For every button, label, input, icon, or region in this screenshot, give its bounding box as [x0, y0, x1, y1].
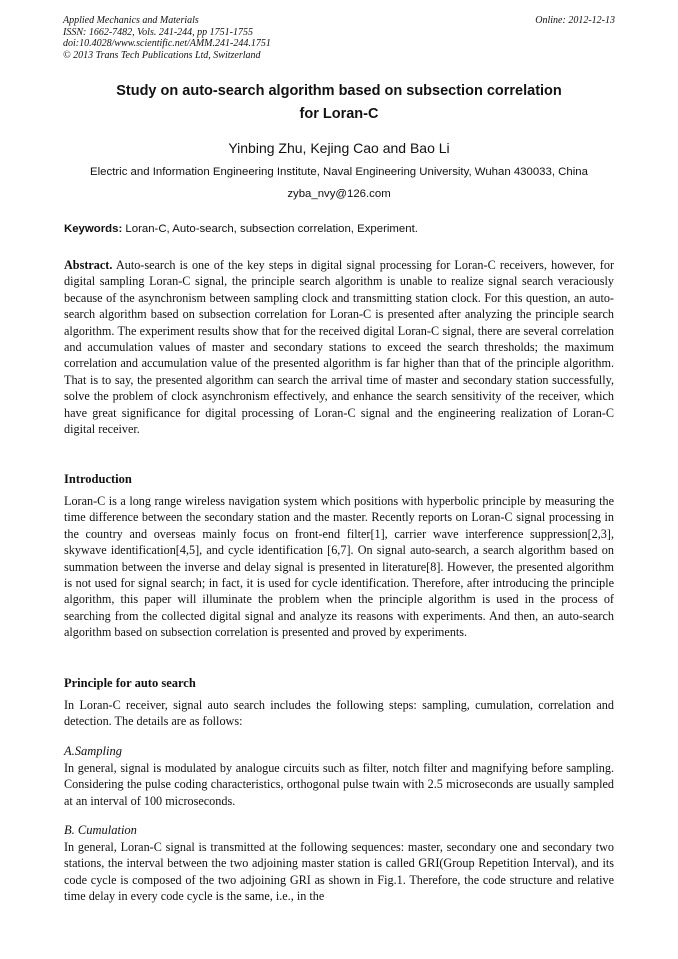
introduction-text: Loran-C is a long range wireless navigation system which positions with hyperbolic principle by measuring the time difference between the secondary station and the master. Recently reports on Loran-C signal processing in the country and overseas mainly focus on front-end filter[1], carrier wave interference suppression[2,3], skywave identification[4,5], and cycle identification [6,7]. On signal auto-search, a search algorithm based on summation between the inverse and delay signal is presented in literature[8]. However, the presented algorithm is not used for signal search; in fact, it is used for cycle identification. Therefore, after introducing the principle algorithm, this paper will illuminate the problem when the principle algorithm is used in the process of searching from the collected digital signal and analyze its reasons with experiments. And then, an auto-search algorithm based on subsection correlation is presented and proved by experiments. [64, 494, 614, 640]
online-date: Online: 2012-12-13 [535, 15, 615, 26]
journal-header [63, 15, 615, 61]
cumulation-text: In general, Loran-C signal is transmitted at the following sequences: master, secondary one and secondary two stations, the interval between the two adjoining master station is called GRI(Group Repetition Interval), and its code cycle is composed of the two adjoining GRI as shown in Fig.1. Therefore, the code structure and relative time delay in every code cycle is the same, i.e., in the [64, 840, 614, 904]
journal-issn: ISSN: 1662-7482, Vols. 241-244, pp 1751-1755 [63, 26, 253, 38]
journal-name: Applied Mechanics and Materials [63, 15, 199, 26]
title-line-1: Study on auto-search algorithm based on subsection correlation [116, 83, 562, 99]
principle-heading: Principle for auto search [64, 676, 196, 690]
introduction-heading: Introduction [64, 472, 132, 486]
affiliation: Electric and Information Engineering Institute, Naval Engineering University, Wuhan 430033, China [90, 166, 588, 178]
abstract-label: Abstract. [64, 258, 113, 272]
author-email: zyba_nvy@126.com [287, 188, 391, 200]
paper-title [63, 80, 615, 126]
keywords [64, 222, 615, 236]
abstract [64, 257, 614, 437]
keywords-label: Keywords: [64, 223, 123, 235]
principle-text: In Loran-C receiver, signal auto search includes the following steps: sampling, cumulation, correlation and detection. The details are as follows: [64, 698, 614, 729]
cumulation-heading: B. Cumulation [64, 823, 137, 837]
abstract-text: Auto-search is one of the key steps in digital signal processing for Loran-C receivers, however, for digital sampling Loran-C signal, the principle search algorithm is unable to realize signal search veraciously because of the asynchronism between sampling clock and transmitting station clock. For this question, an auto-search algorithm based on subsection correlation for Loran-C is presented after analyzing the principle search algorithm. The experiment results show that for the received digital Loran-C signal, there are several correlation and accumulation values of master and secondary stations to exceed the search thresholds; the maximum correlation and accumulation value of the presented algorithm is far higher than that of the principle algorithm. That is to say, the presented algorithm can search the arrival time of master and secondary station successfully, solve the problem of clock asynchronism effectively, and enhance the search sensitivity of the receiver, which have great significance for digital processing of Loran-C signal and the engineering realization of Loran-C digital receiver. [64, 258, 615, 437]
author-list: Yinbing Zhu, Kejing Cao and Bao Li [228, 140, 450, 156]
journal-doi: doi:10.4028/www.scientific.net/AMM.241-244.1751 [63, 38, 271, 49]
sampling-text: In general, signal is modulated by analogue circuits such as filter, notch filter and magnifying before sampling. Considering the pulse coding characteristics, orthogonal pulse twain with 2.5 microseconds are usually sampled at an interval of 100 microseconds. [64, 761, 614, 808]
journal-copyright: © 2013 Trans Tech Publications Ltd, Switzerland [63, 49, 261, 61]
sampling-heading: A.Sampling [64, 744, 122, 758]
title-line-2: for Loran-C [299, 106, 379, 122]
keywords-text: Loran-C, Auto-search, subsection correlation, Experiment. [125, 223, 418, 235]
